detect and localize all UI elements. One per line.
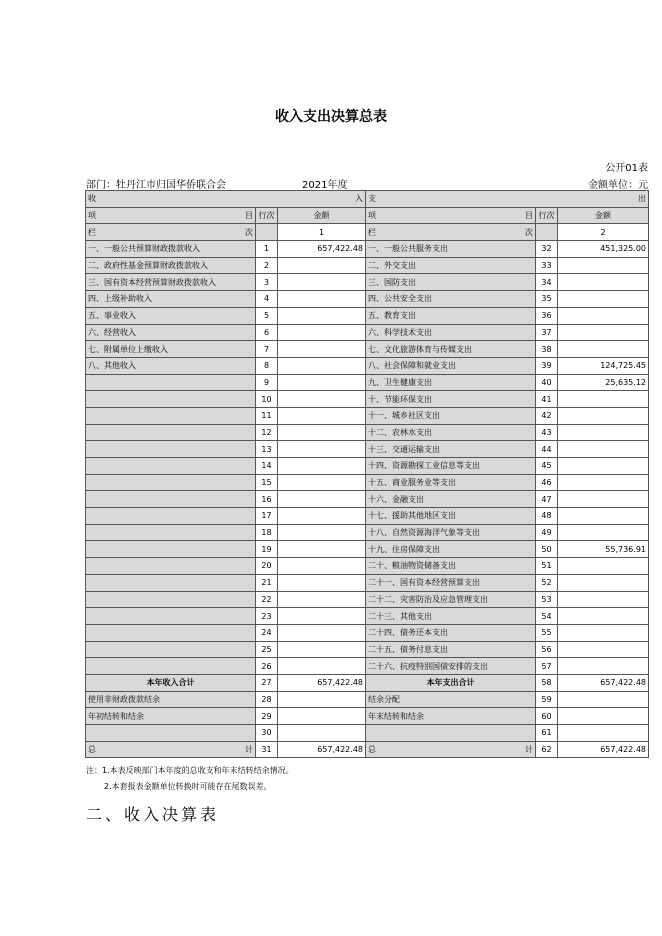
expense-amount: 25,635.12 bbox=[558, 374, 649, 391]
expense-row-no: 59 bbox=[536, 691, 558, 708]
income-amount bbox=[278, 641, 366, 658]
year-label: 2021年度 bbox=[302, 180, 348, 191]
expense-amount: 55,736.91 bbox=[558, 541, 649, 558]
income-amount bbox=[278, 691, 366, 708]
expense-row-no: 52 bbox=[536, 574, 558, 591]
income-amount bbox=[278, 574, 366, 591]
expense-amount bbox=[558, 524, 649, 541]
expense-row-no: 61 bbox=[536, 725, 558, 742]
expense-amount bbox=[558, 658, 649, 675]
expense-amount bbox=[558, 291, 649, 308]
expense-item: 十三、交通运输支出 bbox=[366, 441, 536, 458]
income-row-no: 4 bbox=[256, 291, 278, 308]
department-label: 部门：牡丹江市归国华侨联合会 bbox=[86, 180, 226, 191]
income-row-no: 1 bbox=[256, 241, 278, 258]
expense-amount bbox=[558, 307, 649, 324]
expense-amount bbox=[558, 558, 649, 575]
expense-item: 二十、粮油物资储备支出 bbox=[366, 558, 536, 575]
income-amount bbox=[278, 608, 366, 625]
income-amount bbox=[278, 558, 366, 575]
income-row-no: 30 bbox=[256, 725, 278, 742]
income-amount bbox=[278, 441, 366, 458]
income-row-no: 16 bbox=[256, 491, 278, 508]
income-row-no: 5 bbox=[256, 307, 278, 324]
income-row-no: 14 bbox=[256, 458, 278, 475]
expense-amount bbox=[558, 624, 649, 641]
table-row bbox=[86, 391, 649, 408]
header-row-index: 栏 次 1 栏 次 2 bbox=[86, 224, 649, 241]
expense-item: 十六、金融支出 bbox=[366, 491, 536, 508]
expense-item: 二十二、灾害防治及应急管理支出 bbox=[366, 591, 536, 608]
expense-row-no: 56 bbox=[536, 641, 558, 658]
income-item bbox=[86, 658, 256, 675]
income-amount bbox=[278, 474, 366, 491]
expense-row-no: 34 bbox=[536, 274, 558, 291]
income-amount bbox=[278, 508, 366, 525]
expense-amount bbox=[558, 274, 649, 291]
table-row bbox=[86, 241, 649, 258]
table-row bbox=[86, 508, 649, 525]
expense-row-no: 46 bbox=[536, 474, 558, 491]
income-item: 使用非财政拨款结余 bbox=[86, 691, 256, 708]
expense-row-no: 51 bbox=[536, 558, 558, 575]
income-amount bbox=[278, 307, 366, 324]
income-item: 七、附属单位上缴收入 bbox=[86, 341, 256, 358]
income-item: 四、上级补助收入 bbox=[86, 291, 256, 308]
income-amount: 657,422.48 bbox=[278, 241, 366, 258]
income-amount bbox=[278, 725, 366, 742]
expense-item: 十二、农林水支出 bbox=[366, 424, 536, 441]
expense-row-no: 50 bbox=[536, 541, 558, 558]
table-row bbox=[86, 307, 649, 324]
page-title: 收入支出决算总表 bbox=[275, 109, 387, 125]
income-row-no: 10 bbox=[256, 391, 278, 408]
expense-amount bbox=[558, 441, 649, 458]
expense-amount bbox=[558, 474, 649, 491]
expense-grand-label: 总 计 bbox=[366, 741, 536, 758]
income-amount bbox=[278, 524, 366, 541]
table-row bbox=[86, 574, 649, 591]
expense-row-no: 54 bbox=[536, 608, 558, 625]
table-row bbox=[86, 491, 649, 508]
income-row-no: 6 bbox=[256, 324, 278, 341]
expense-row-no: 33 bbox=[536, 257, 558, 274]
income-item bbox=[86, 508, 256, 525]
income-row-no: 26 bbox=[256, 658, 278, 675]
table-row bbox=[86, 257, 649, 274]
table-row bbox=[86, 341, 649, 358]
income-amount bbox=[278, 491, 366, 508]
expense-item: 十五、商业服务业等支出 bbox=[366, 474, 536, 491]
income-item bbox=[86, 491, 256, 508]
expense-amount bbox=[558, 491, 649, 508]
income-item: 一、一般公共预算财政拨款收入 bbox=[86, 241, 256, 258]
income-amount bbox=[278, 591, 366, 608]
expense-item: 八、社会保障和就业支出 bbox=[366, 357, 536, 374]
expense-item: 四、公共安全支出 bbox=[366, 291, 536, 308]
expense-row-no: 57 bbox=[536, 658, 558, 675]
income-item: 六、经营收入 bbox=[86, 324, 256, 341]
expense-item: 六、科学技术支出 bbox=[366, 324, 536, 341]
table-row bbox=[86, 324, 649, 341]
income-item bbox=[86, 624, 256, 641]
income-item bbox=[86, 558, 256, 575]
expense-row-no: 44 bbox=[536, 441, 558, 458]
table-row bbox=[86, 558, 649, 575]
expense-grand-amount: 657,422.48 bbox=[558, 741, 649, 758]
table-row bbox=[86, 591, 649, 608]
expense-row-no: 38 bbox=[536, 341, 558, 358]
income-row-no: 22 bbox=[256, 591, 278, 608]
expense-item: 五、教育支出 bbox=[366, 307, 536, 324]
table-row bbox=[86, 641, 649, 658]
income-item: 五、事业收入 bbox=[86, 307, 256, 324]
expense-item: 十四、资源勘探工业信息等支出 bbox=[366, 458, 536, 475]
expense-item: 九、卫生健康支出 bbox=[366, 374, 536, 391]
expense-row-no: 53 bbox=[536, 591, 558, 608]
expense-row-no: 45 bbox=[536, 458, 558, 475]
expense-amount bbox=[558, 708, 649, 725]
expense-row-no: 35 bbox=[536, 291, 558, 308]
income-amount bbox=[278, 341, 366, 358]
expense-amount bbox=[558, 574, 649, 591]
income-row-no: 8 bbox=[256, 357, 278, 374]
income-amount bbox=[278, 658, 366, 675]
table-row bbox=[86, 541, 649, 558]
table-row bbox=[86, 458, 649, 475]
expense-item bbox=[366, 725, 536, 742]
expense-amount bbox=[558, 324, 649, 341]
table-row bbox=[86, 725, 649, 742]
income-row-no: 9 bbox=[256, 374, 278, 391]
expense-row-no: 37 bbox=[536, 324, 558, 341]
income-amount bbox=[278, 291, 366, 308]
income-item bbox=[86, 374, 256, 391]
income-row-no: 20 bbox=[256, 558, 278, 575]
income-item bbox=[86, 641, 256, 658]
income-row-no: 3 bbox=[256, 274, 278, 291]
unit-label: 金额单位：元 bbox=[588, 180, 648, 191]
expense-amount bbox=[558, 608, 649, 625]
expense-row-no: 49 bbox=[536, 524, 558, 541]
income-item: 二、政府性基金预算财政拨款收入 bbox=[86, 257, 256, 274]
expense-amount bbox=[558, 424, 649, 441]
income-row-no: 13 bbox=[256, 441, 278, 458]
expense-row-no: 42 bbox=[536, 407, 558, 424]
income-item bbox=[86, 591, 256, 608]
table-row bbox=[86, 407, 649, 424]
income-amount bbox=[278, 357, 366, 374]
income-amount bbox=[278, 624, 366, 641]
expense-amount bbox=[558, 725, 649, 742]
income-row-no: 17 bbox=[256, 508, 278, 525]
expense-total-label: 本年支出合计 bbox=[366, 674, 536, 691]
expense-item: 十九、住房保障支出 bbox=[366, 541, 536, 558]
income-amount bbox=[278, 374, 366, 391]
income-item: 三、国有资本经营预算财政拨款收入 bbox=[86, 274, 256, 291]
income-amount bbox=[278, 257, 366, 274]
income-item bbox=[86, 474, 256, 491]
expense-item: 十七、援助其他地区支出 bbox=[366, 508, 536, 525]
grand-total-row bbox=[86, 741, 649, 758]
expense-amount bbox=[558, 591, 649, 608]
income-row-no: 25 bbox=[256, 641, 278, 658]
table-row bbox=[86, 291, 649, 308]
expense-item: 二十六、抗疫特别国债安排的支出 bbox=[366, 658, 536, 675]
income-row-no: 12 bbox=[256, 424, 278, 441]
expense-row-no: 39 bbox=[536, 357, 558, 374]
expense-amount bbox=[558, 691, 649, 708]
header-row-columns: 项 目 行次 金额 项 目 行次 金额 bbox=[86, 207, 649, 224]
income-total-amount: 657,422.48 bbox=[278, 674, 366, 691]
expense-row-no: 43 bbox=[536, 424, 558, 441]
expense-grand-row-no: 62 bbox=[536, 741, 558, 758]
table-row bbox=[86, 374, 649, 391]
income-amount bbox=[278, 407, 366, 424]
income-amount bbox=[278, 708, 366, 725]
expense-amount bbox=[558, 257, 649, 274]
income-item bbox=[86, 424, 256, 441]
table-row bbox=[86, 441, 649, 458]
income-row-no: 29 bbox=[256, 708, 278, 725]
summary-table bbox=[85, 190, 649, 758]
income-amount bbox=[278, 541, 366, 558]
income-item bbox=[86, 608, 256, 625]
expense-row-no: 60 bbox=[536, 708, 558, 725]
expense-row-no: 41 bbox=[536, 391, 558, 408]
expense-amount bbox=[558, 391, 649, 408]
header-row-section: 收 入 支 出 bbox=[86, 191, 649, 208]
expense-amount: 124,725.45 bbox=[558, 357, 649, 374]
table-row bbox=[86, 474, 649, 491]
expense-row-no: 47 bbox=[536, 491, 558, 508]
expense-total-row-no: 58 bbox=[536, 674, 558, 691]
income-item bbox=[86, 725, 256, 742]
expense-amount bbox=[558, 641, 649, 658]
income-row-no: 7 bbox=[256, 341, 278, 358]
income-item bbox=[86, 458, 256, 475]
expense-row-no: 48 bbox=[536, 508, 558, 525]
income-row-no: 2 bbox=[256, 257, 278, 274]
note-2: 2.本套报表金额单位转换时可能存在尾数误差。 bbox=[104, 782, 272, 791]
income-row-no: 24 bbox=[256, 624, 278, 641]
expense-row-no: 55 bbox=[536, 624, 558, 641]
income-item bbox=[86, 574, 256, 591]
table-row bbox=[86, 357, 649, 374]
table-row bbox=[86, 691, 649, 708]
expense-amount bbox=[558, 407, 649, 424]
table-row bbox=[86, 708, 649, 725]
table-row bbox=[86, 658, 649, 675]
expense-row-no: 32 bbox=[536, 241, 558, 258]
expense-row-no: 40 bbox=[536, 374, 558, 391]
income-amount bbox=[278, 424, 366, 441]
income-item bbox=[86, 524, 256, 541]
form-code: 公开01表 bbox=[605, 163, 648, 174]
expense-item: 二十五、债务付息支出 bbox=[366, 641, 536, 658]
expense-item: 十、节能环保支出 bbox=[366, 391, 536, 408]
table-row bbox=[86, 608, 649, 625]
expense-item: 一、一般公共服务支出 bbox=[366, 241, 536, 258]
expense-item: 十一、城乡社区支出 bbox=[366, 407, 536, 424]
expense-item: 二、外交支出 bbox=[366, 257, 536, 274]
income-item bbox=[86, 441, 256, 458]
expense-item: 结余分配 bbox=[366, 691, 536, 708]
expense-item: 二十一、国有资本经营预算支出 bbox=[366, 574, 536, 591]
note-1: 注：1.本表反映部门本年度的总收支和年末结转结余情况。 bbox=[86, 766, 294, 775]
table-row bbox=[86, 424, 649, 441]
table-row bbox=[86, 274, 649, 291]
expense-total-amount: 657,422.48 bbox=[558, 674, 649, 691]
expense-row-no: 36 bbox=[536, 307, 558, 324]
total-row bbox=[86, 674, 649, 691]
income-item: 年初结转和结余 bbox=[86, 708, 256, 725]
income-row-no: 18 bbox=[256, 524, 278, 541]
income-grand-amount: 657,422.48 bbox=[278, 741, 366, 758]
expense-item: 年末结转和结余 bbox=[366, 708, 536, 725]
income-amount bbox=[278, 458, 366, 475]
income-grand-row-no: 31 bbox=[256, 741, 278, 758]
income-row-no: 28 bbox=[256, 691, 278, 708]
expense-item: 三、国防支出 bbox=[366, 274, 536, 291]
income-row-no: 23 bbox=[256, 608, 278, 625]
income-item bbox=[86, 541, 256, 558]
income-item bbox=[86, 391, 256, 408]
income-item: 八、其他收入 bbox=[86, 357, 256, 374]
income-row-no: 11 bbox=[256, 407, 278, 424]
income-row-no: 15 bbox=[256, 474, 278, 491]
expense-item: 二十四、债务还本支出 bbox=[366, 624, 536, 641]
income-item bbox=[86, 407, 256, 424]
income-grand-label: 总 计 bbox=[86, 741, 256, 758]
income-amount bbox=[278, 391, 366, 408]
expense-item: 二十三、其他支出 bbox=[366, 608, 536, 625]
expense-amount bbox=[558, 341, 649, 358]
income-amount bbox=[278, 324, 366, 341]
table-row bbox=[86, 524, 649, 541]
income-row-no: 19 bbox=[256, 541, 278, 558]
income-amount bbox=[278, 274, 366, 291]
expense-item: 十八、自然资源海洋气象等支出 bbox=[366, 524, 536, 541]
next-section-title: 二、收入决算表 bbox=[86, 805, 220, 824]
expense-amount bbox=[558, 458, 649, 475]
expense-item: 七、文化旅游体育与传媒支出 bbox=[366, 341, 536, 358]
income-row-no: 21 bbox=[256, 574, 278, 591]
expense-amount: 451,325.00 bbox=[558, 241, 649, 258]
income-total-label: 本年收入合计 bbox=[86, 674, 256, 691]
income-total-row-no: 27 bbox=[256, 674, 278, 691]
expense-amount bbox=[558, 508, 649, 525]
table-row bbox=[86, 624, 649, 641]
